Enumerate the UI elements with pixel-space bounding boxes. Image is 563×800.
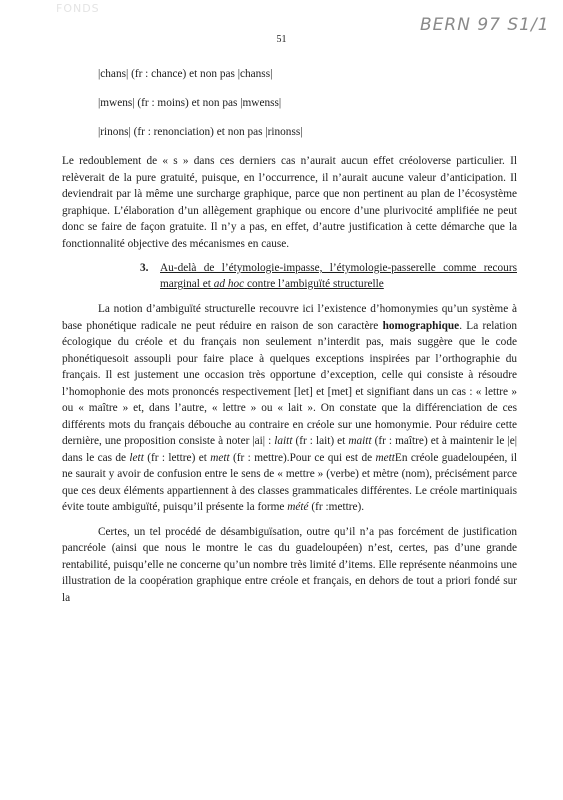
italic-term: laitt <box>274 435 293 447</box>
paragraph-redoublement: Le redoublement de « s » dans ces derniers cas n’aurait aucun effet créoloverse particulier. Il relèverait de la pure gratuité, puisque, en l’occurrence, il n’aurait aucune valeur d’anticipation. Il deviendrait par là même une surcharge graphique, parce que non pertinent au plan de l’écosystème graphique. L’élaboration d’un allègement graphique ou encore d’une plurivocité amplifiée ne peut donc se faire de façon gratuite. Il n’y a pas, en effet, d’autre justification à cette démarche que la fonctionnalité objective des mécanismes en cause. <box>62 155 517 250</box>
section-title-part2: contre l’ambiguïté structurelle <box>244 278 384 290</box>
paragraph-spacer <box>62 516 517 524</box>
text-run: (fr :mettre). <box>308 501 365 513</box>
page-number: 51 <box>276 34 287 45</box>
text-run: (fr : maître) et à maintenir le |e| dans le cas de <box>62 435 517 464</box>
italic-term: mété <box>287 501 309 513</box>
handwritten-text: BERN 97 S1/1 <box>420 15 550 35</box>
example-line-1: |chans| (fr : chance) et non pas |chanss| <box>98 68 273 80</box>
text-run: . La relation écologique du créole et du français non seulement n’interdit pas, mais suggère que le code phonétiquesoit assoupli pour faire place à quelques exceptions inspirées par l’orthographie du français. Il est justement une occasion très opportune d’exception, celle qui consiste à résoudre l’homophonie des mots prononcés respectivement [let] et [met] et signifiant dans un cas : « lettre » ou « maître » et, dans l’autre, « lettre » ou « lait ». On constate que la différenciation de ces différents mots du français débouche au contraire en créole sur une homonymie. Pour réduire cette dernière, une proposition consiste à noter |ai| : <box>62 319 517 447</box>
paragraph-ambiguite <box>62 301 517 516</box>
section-heading <box>140 260 517 292</box>
paragraph-desambiguisation: Certes, un tel procédé de désambiguïsation, outre qu’il n’a pas forcément de justification pancréole (ainsi que nous le montre le cas du guadeloupéen) n’est, certes, pas d’une grande rentabilité, puisqu’elle ne concerne qu’un nombre très limité d’items. Elle représente néanmoins une illustration de la coopération graphique entre créole et français, en dehors de tout a priori fondé sur la <box>62 525 517 604</box>
italic-term: mett <box>375 451 395 464</box>
archive-stamp: FONDS <box>56 2 100 15</box>
italic-term: maitt <box>348 435 372 447</box>
text-run: (fr : lait) et <box>292 435 349 447</box>
italic-term: lett <box>129 451 144 464</box>
example-line-3: |rinons| (fr : renonciation) et non pas |rinonss| <box>98 126 303 138</box>
section-number: 3. <box>140 262 149 274</box>
text-run: En créole guadeloupéen, il ne saurait y avoir de confusion entre le sens de « mettre » (verbe) et mètre (nom), précisément parce que ces deux éléments appartiennent à des classes grammaticales différentes. Le créole martiniquais évite toute ambiguïté, puisqu’il présente la forme <box>62 451 517 513</box>
italic-term: mett <box>210 451 230 464</box>
text-run: (fr : mettre).Pour ce qui est de <box>229 451 376 464</box>
text-run: (fr : lettre) et <box>143 451 211 464</box>
bold-term: homographique <box>382 319 460 332</box>
section-title <box>160 260 517 292</box>
page-content <box>62 66 517 606</box>
example-line-2: |mwens| (fr : moins) et non pas |mwenss| <box>98 97 282 109</box>
text-run: La notion d’ambiguïté structurelle recouvre ici l’existence d’homonymies qu’un système à base phonétique radicale ne peut réduire en raison de son caractère <box>62 303 517 332</box>
section-title-part1: Au-delà de l’étymologie-impasse, l’étymologie-passerelle comme recours marginal et <box>160 262 517 290</box>
section-title-italic: ad hoc <box>213 278 245 290</box>
